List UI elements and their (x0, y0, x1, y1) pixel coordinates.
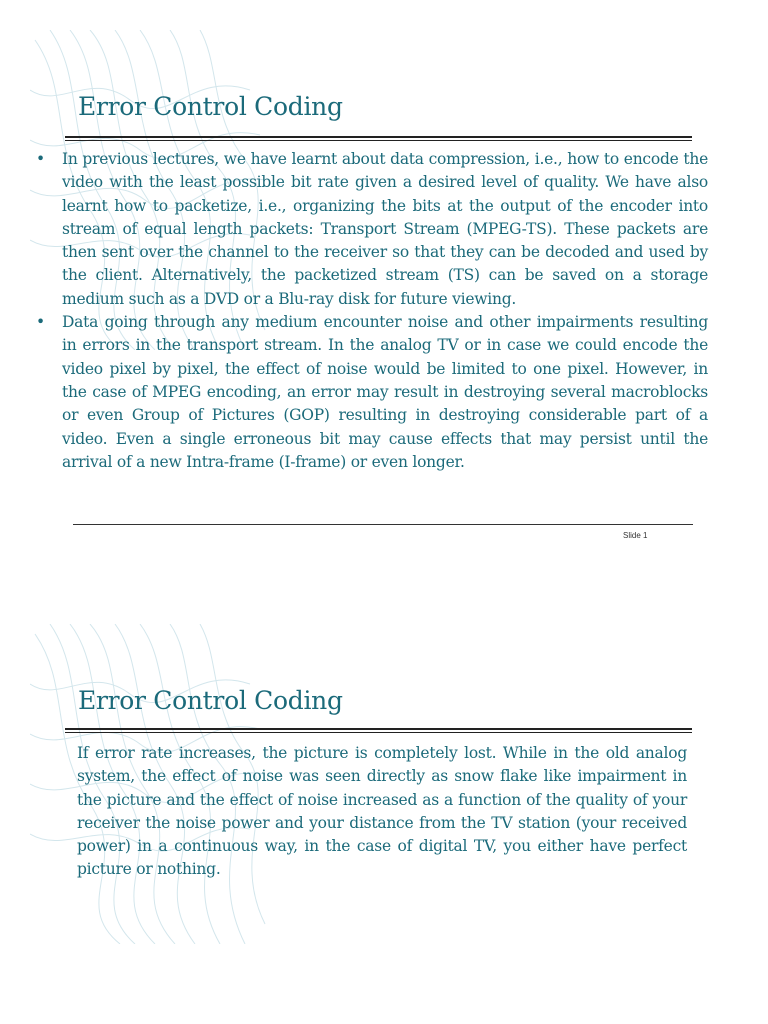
title-divider (65, 728, 692, 733)
body-paragraph: If error rate increases, the picture is completely lost. While in the old analog system, the effect of noise was seen directly as snow flake like impairment in the picture and the effect of noise increased as a function of the quality of your receiver the noise power and your distance from the TV station (your received power) in a continuous way, in the case of digital TV, you either have perfect picture or nothing. (77, 744, 687, 879)
bullet-text: In previous lectures, we have learnt about data compression, i.e., how to encode the video with the least possible bit rate given a desired level of quality. We have also learnt how to packetize, i.e., organizing the bits at the output of the encoder into stream of equal length packets: Transport Stream (MPEG-TS). These packets are then sent over the channel to the receiver so that they can be decoded and used by the client. Alternatively, the packetized stream (TS) can be saved on a storage medium such as a DVD or a Blu-ray disk for future viewing. (62, 150, 708, 308)
slide-1 (0, 30, 768, 550)
bullet-marker-icon: • (36, 150, 45, 168)
bullet-item (36, 311, 708, 474)
slide-2 (0, 624, 768, 954)
slide-number: Slide 1 (623, 531, 648, 540)
title-divider (65, 136, 692, 141)
footer-divider (73, 524, 693, 525)
bullet-marker-icon: • (36, 313, 45, 332)
bullet-item (36, 148, 708, 311)
slide-title: Error Control Coding (78, 686, 343, 715)
slide-title: Error Control Coding (78, 92, 343, 121)
bullet-list (36, 148, 708, 474)
bullet-text: Data going through any medium encounter noise and other impairments resulting in errors in the transport stream. In the analog TV or in case we could encode the video pixel by pixel, the effect of noise would be limited to one pixel. However, in the case of MPEG encoding, an error may result in destroying several macroblocks or even Group of Pictures (GOP) resulting in destroying considerable part of a video. Even a single erroneous bit may cause effects that may persist until the arrival of a new Intra-frame (I-frame) or even longer. (62, 313, 708, 471)
